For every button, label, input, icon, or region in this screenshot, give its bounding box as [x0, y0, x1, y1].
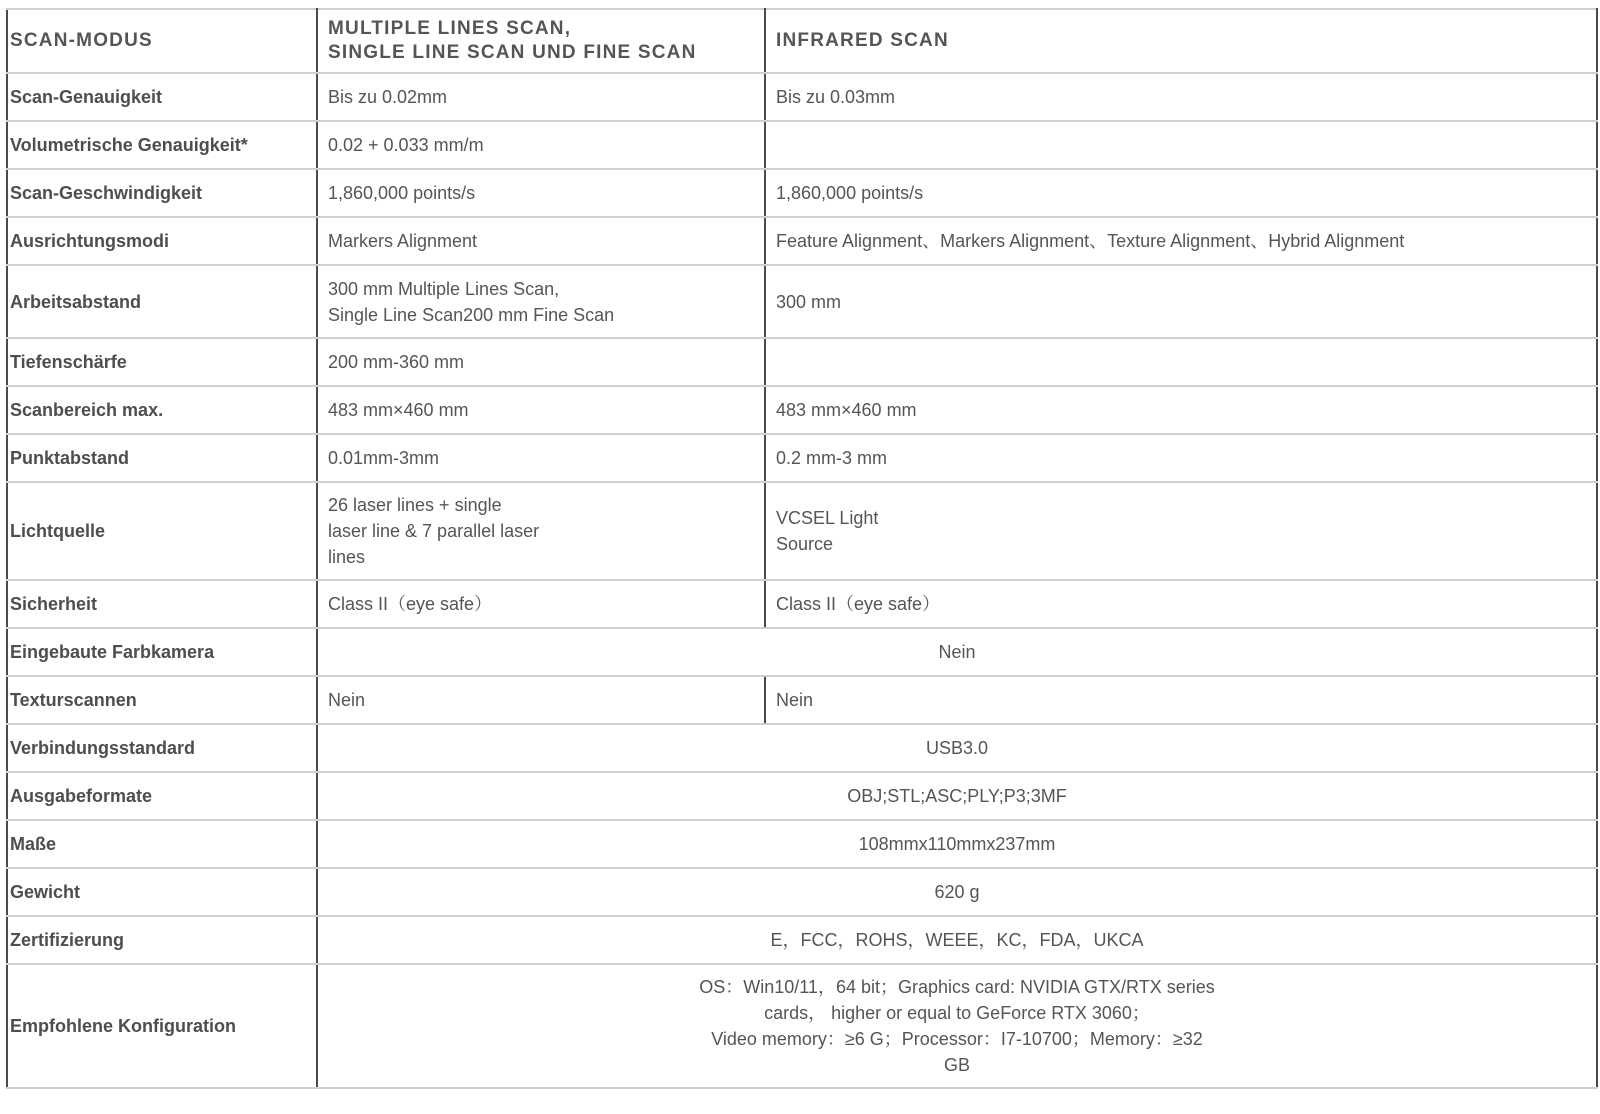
table-row [7, 868, 1597, 916]
spec-table-body [7, 73, 1597, 1088]
row-label: Arbeitsabstand [7, 265, 317, 338]
cell-value: 1,860,000 points/s [317, 169, 765, 217]
cell-value-merged: Nein [317, 628, 1597, 676]
cell-value [765, 338, 1597, 386]
table-row [7, 482, 1597, 580]
row-label: Verbindungsstandard [7, 724, 317, 772]
table-row [7, 121, 1597, 169]
table-row [7, 169, 1597, 217]
cell-value: 1,860,000 points/s [765, 169, 1597, 217]
cell-value: 0.2 mm-3 mm [765, 434, 1597, 482]
cell-value-merged: 108mmx110mmx237mm [317, 820, 1597, 868]
cell-value: Markers Alignment [317, 217, 765, 265]
header-scan-modus: SCAN-MODUS [7, 9, 317, 73]
cell-value: 300 mm [765, 265, 1597, 338]
row-label: Ausgabeformate [7, 772, 317, 820]
header-multiple-lines-scan: MULTIPLE LINES SCAN, SINGLE LINE SCAN UND FINE SCAN [317, 9, 765, 73]
cell-value-merged: OBJ;STL;ASC;PLY;P3;3MF [317, 772, 1597, 820]
cell-value-merged: USB3.0 [317, 724, 1597, 772]
cell-value: 0.01mm-3mm [317, 434, 765, 482]
row-label: Eingebaute Farbkamera [7, 628, 317, 676]
table-row [7, 916, 1597, 964]
cell-value: Bis zu 0.02mm [317, 73, 765, 121]
header-infrared-scan: INFRARED SCAN [765, 9, 1597, 73]
row-label: Scanbereich max. [7, 386, 317, 434]
cell-value: 200 mm-360 mm [317, 338, 765, 386]
row-label: Sicherheit [7, 580, 317, 628]
table-row [7, 724, 1597, 772]
cell-value: 483 mm×460 mm [765, 386, 1597, 434]
cell-value: Class II（eye safe） [317, 580, 765, 628]
cell-value: 483 mm×460 mm [317, 386, 765, 434]
cell-value: Bis zu 0.03mm [765, 73, 1597, 121]
table-row [7, 434, 1597, 482]
cell-value: 300 mm Multiple Lines Scan, Single Line Scan200 mm Fine Scan [317, 265, 765, 338]
row-label: Zertifizierung [7, 916, 317, 964]
row-label: Empfohlene Konfiguration [7, 964, 317, 1088]
table-row [7, 265, 1597, 338]
cell-value [765, 121, 1597, 169]
cell-value: 0.02 + 0.033 mm/m [317, 121, 765, 169]
spec-table [6, 8, 1598, 1089]
cell-value: VCSEL Light Source [765, 482, 1597, 580]
cell-value-merged: 620 g [317, 868, 1597, 916]
row-label: Maße [7, 820, 317, 868]
table-row [7, 820, 1597, 868]
cell-value: Feature Alignment、Markers Alignment、Texture Alignment、Hybrid Alignment [765, 217, 1597, 265]
cell-value: Nein [317, 676, 765, 724]
row-label: Scan-Geschwindigkeit [7, 169, 317, 217]
row-label: Scan-Genauigkeit [7, 73, 317, 121]
table-row [7, 628, 1597, 676]
cell-value-merged: OS：Win10/11，64 bit；Graphics card: NVIDIA GTX/RTX series cards， higher or equal to GeForce RTX 3060； Video memory：≥6 G；Processor：I7-10700；Memory：≥32 GB [317, 964, 1597, 1088]
table-row [7, 964, 1597, 1088]
table-row [7, 772, 1597, 820]
table-row [7, 217, 1597, 265]
cell-value: Class II（eye safe） [765, 580, 1597, 628]
row-label: Punktabstand [7, 434, 317, 482]
row-label: Gewicht [7, 868, 317, 916]
table-row [7, 73, 1597, 121]
table-row [7, 580, 1597, 628]
cell-value-merged: E，FCC，ROHS，WEEE，KC，FDA，UKCA [317, 916, 1597, 964]
row-label: Volumetrische Genauigkeit* [7, 121, 317, 169]
row-label: Ausrichtungsmodi [7, 217, 317, 265]
table-row [7, 676, 1597, 724]
table-header-row [7, 9, 1597, 73]
cell-value: 26 laser lines + single laser line & 7 parallel laser lines [317, 482, 765, 580]
row-label: Tiefenschärfe [7, 338, 317, 386]
table-row [7, 338, 1597, 386]
table-row [7, 386, 1597, 434]
spec-table-container [6, 8, 1596, 1089]
row-label: Lichtquelle [7, 482, 317, 580]
cell-value: Nein [765, 676, 1597, 724]
row-label: Texturscannen [7, 676, 317, 724]
